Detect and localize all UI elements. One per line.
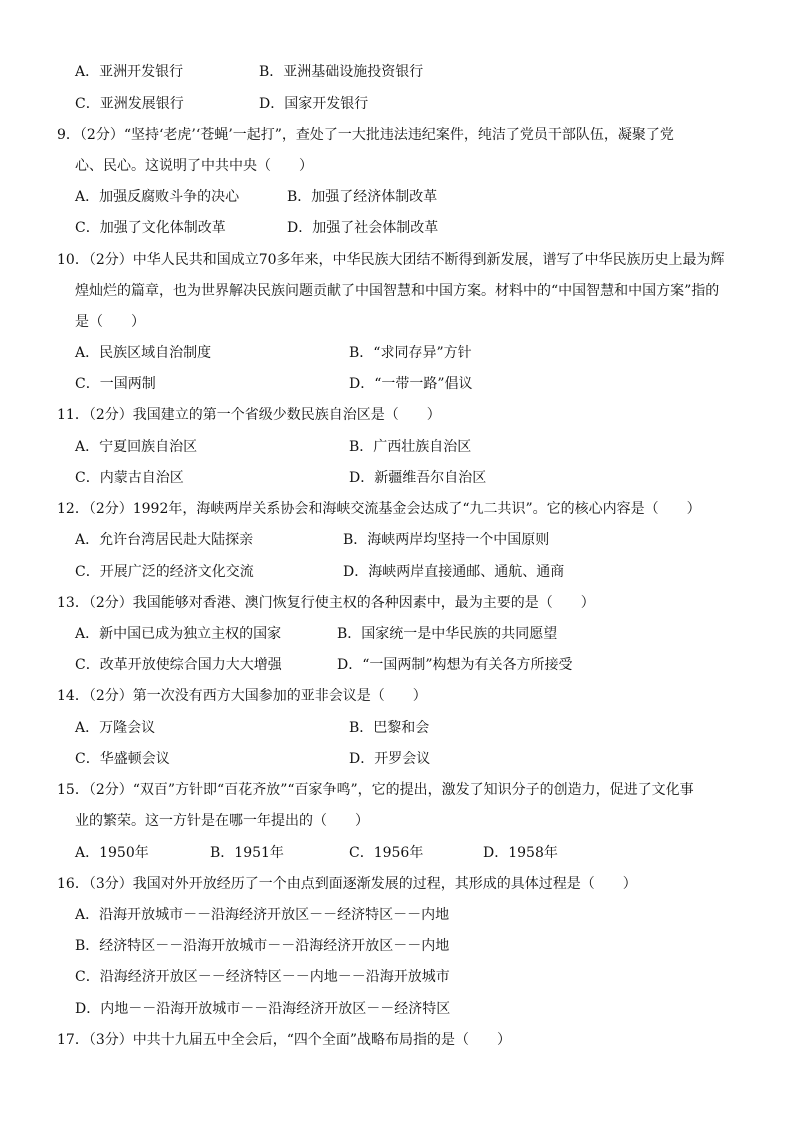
q12-option-b: B．海峡两岸均坚持一个中国原则: [343, 532, 550, 548]
q13-option-c: C．改革开放使综合国力大大增强: [75, 657, 282, 673]
q16-option-d: D．内地－－沿海开放城市－－沿海经济开放区－－经济特区: [75, 1001, 451, 1017]
q10-stem-line1: 10．（2分）中华人民共和国成立70多年来，中华民族大团结不断得到新发展，谱写了中华民族历史上最为辉: [57, 252, 725, 268]
q13-option-d: D．“一国两制”构想为有关各方所接受: [337, 657, 573, 673]
q14-option-d: D．开罗会议: [349, 751, 431, 767]
q15-option-b: B．1951年: [210, 845, 284, 861]
q9-option-b: B．加强了经济体制改革: [287, 189, 438, 205]
q16-option-c: C．沿海经济开放区－－经济特区－－内地－－沿海开放城市: [75, 969, 450, 985]
q11-stem-line1: 11．（2分）我国建立的第一个省级少数民族自治区是（ ）: [57, 407, 441, 423]
q14-option-a: A．万隆会议: [75, 720, 156, 736]
q15-stem-line2: 业的繁荣。这一方针是在哪一年提出的（ ）: [75, 813, 369, 829]
q8-option-b: B．亚洲基础设施投资银行: [259, 64, 424, 80]
q13-option-a: A．新中国已成为独立主权的国家: [75, 626, 282, 642]
q11-option-d: D．新疆维吾尔自治区: [349, 470, 487, 486]
q15-option-c: C．1956年: [349, 845, 424, 861]
q15-option-a: A．1950年: [75, 845, 149, 861]
q11-option-b: B．广西壮族自治区: [349, 439, 472, 455]
q10-option-b: B．“求同存异”方针: [349, 345, 472, 361]
q14-stem-line1: 14．（2分）第一次没有西方大国参加的亚非会议是（ ）: [57, 688, 427, 704]
q16-stem-line1: 16．（3分）我国对外开放经历了一个由点到面逐渐发展的过程，其形成的具体过程是（ ）: [57, 876, 637, 892]
q10-stem-line3: 是（ ）: [75, 314, 145, 330]
q10-option-c: C．一国两制: [75, 376, 156, 392]
q13-option-b: B．国家统一是中华民族的共同愿望: [337, 626, 558, 642]
q9-option-d: D．加强了社会体制改革: [287, 220, 439, 236]
q9-stem-line2: 心、民心。这说明了中共中央（ ）: [75, 158, 313, 174]
q12-option-a: A．允许台湾居民赴大陆探亲: [75, 532, 254, 548]
q8-option-d: D．国家开发银行: [259, 96, 369, 112]
q8-option-c: C．亚洲发展银行: [75, 96, 184, 112]
q10-stem-line2: 煌灿烂的篇章，也为世界解决民族问题贡献了中国智慧和中国方案。材料中的“中国智慧和中国方案”指的: [75, 283, 720, 299]
q9-option-a: A．加强反腐败斗争的决心: [75, 189, 240, 205]
q15-option-d: D．1958年: [483, 845, 558, 861]
q14-option-b: B．巴黎和会: [349, 720, 430, 736]
q11-option-c: C．内蒙古自治区: [75, 470, 184, 486]
q8-option-a: A．亚洲开发银行: [75, 64, 184, 80]
q10-option-a: A．民族区域自治制度: [75, 345, 212, 361]
q16-option-a: A．沿海开放城市－－沿海经济开放区－－经济特区－－内地: [75, 907, 450, 923]
q15-stem-line1: 15．（2分）“双百”方针即“百花齐放”“百家争鸣”，它的提出，激发了知识分子的创造力，促进了文化事: [57, 782, 694, 798]
q12-option-c: C．开展广泛的经济文化交流: [75, 564, 254, 580]
q13-stem-line1: 13．（2分）我国能够对香港、澳门恢复行使主权的各种因素中，最为主要的是（ ）: [57, 595, 595, 611]
q12-stem-line1: 12．（2分）1992年，海峡两岸关系协会和海峡交流基金会达成了“九二共识”。它的核心内容是（ ）: [57, 501, 701, 517]
q10-option-d: D．“一带一路”倡议: [349, 376, 473, 392]
q12-option-d: D．海峡两岸直接通邮、通航、通商: [343, 564, 565, 580]
q16-option-b: B．经济特区－－沿海开放城市－－沿海经济开放区－－内地: [75, 938, 450, 954]
q9-option-c: C．加强了文化体制改革: [75, 220, 226, 236]
q14-option-c: C．华盛顿会议: [75, 751, 170, 767]
q17-stem-line1: 17．（3分）中共十九届五中全会后，“四个全面”战略布局指的是（ ）: [57, 1032, 512, 1048]
q11-option-a: A．宁夏回族自治区: [75, 439, 198, 455]
q9-stem-line1: 9．（2分）“坚持‘老虎’‘苍蝇’一起打”，查处了一大批违法违纪案件，纯洁了党员干部队伍，凝聚了党: [57, 127, 674, 143]
